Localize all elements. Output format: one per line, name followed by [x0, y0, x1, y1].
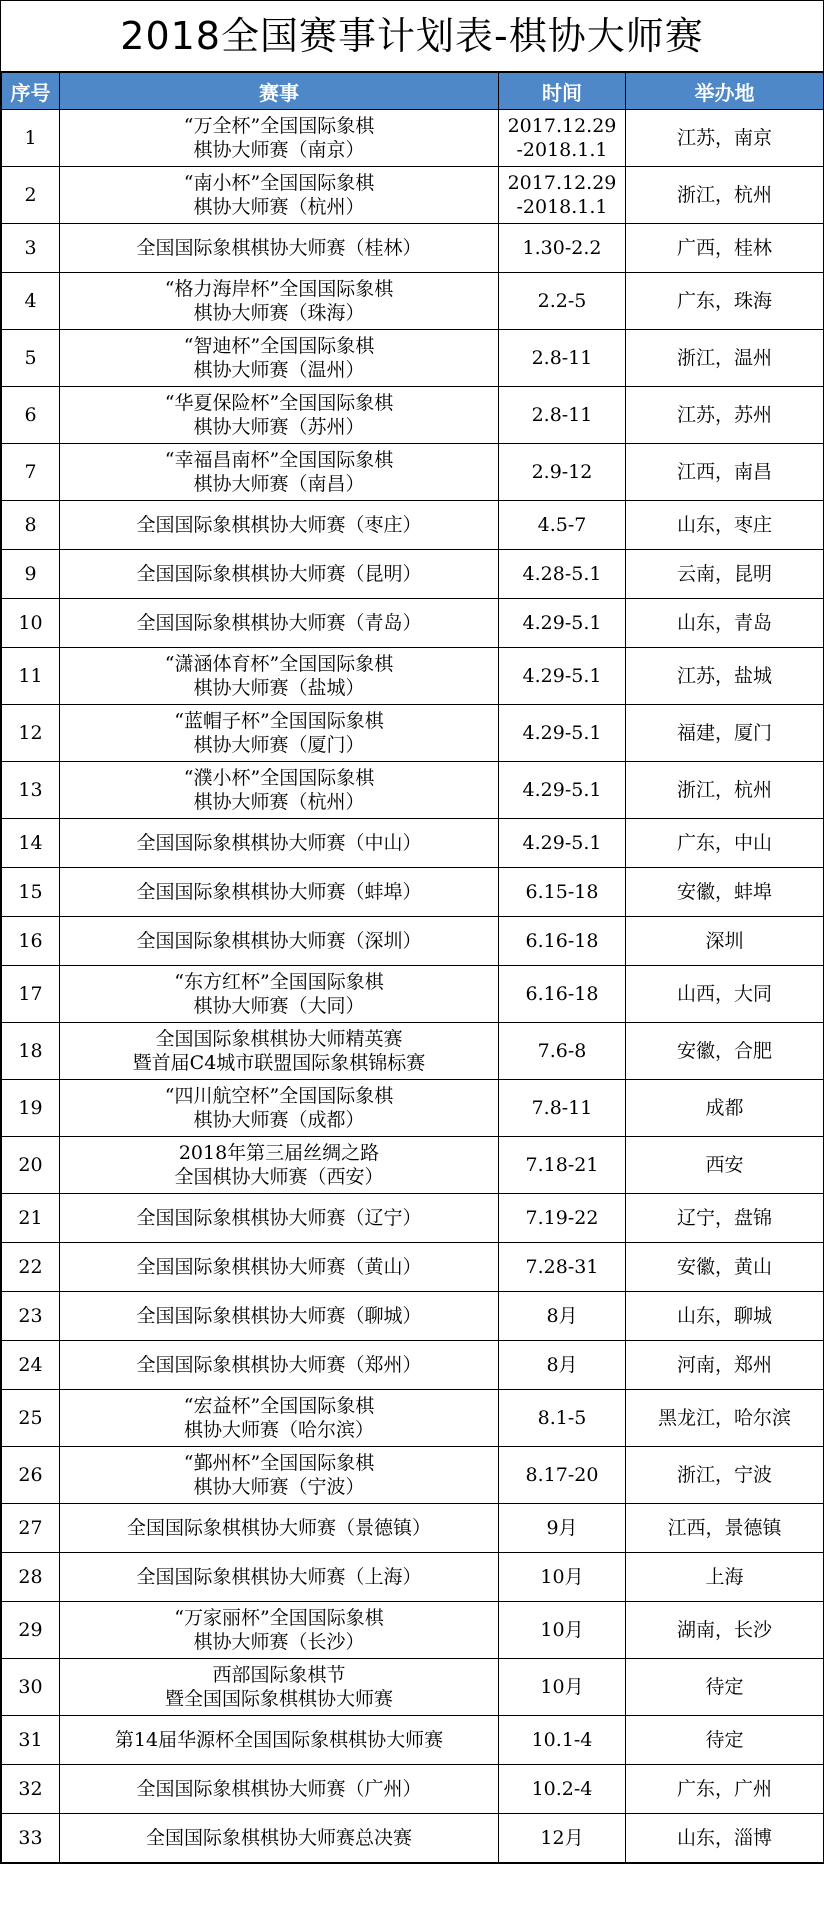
event-date — [499, 868, 626, 917]
table-row — [2, 1137, 824, 1194]
row-number: 33 — [2, 1814, 60, 1863]
event-name-line: 棋协大师赛（杭州） — [193, 791, 365, 813]
event-date — [499, 387, 626, 444]
event-date — [499, 1765, 626, 1814]
row-number: 27 — [2, 1504, 60, 1553]
table-row — [2, 917, 824, 966]
event-name — [60, 330, 499, 387]
row-number: 25 — [2, 1390, 60, 1447]
event-date-line: 2.8-11 — [531, 347, 593, 369]
event-name-line: 棋协大师赛（温州） — [193, 359, 365, 381]
event-name-line: 2018年第三届丝绸之路 — [178, 1142, 380, 1164]
table-row — [2, 762, 824, 819]
event-date — [499, 1137, 626, 1194]
event-name-line: 棋协大师赛（大同） — [193, 995, 365, 1017]
event-name — [60, 1659, 499, 1716]
event-date-line: 4.29-5.1 — [522, 612, 602, 634]
schedule-table — [1, 72, 824, 1863]
event-name — [60, 648, 499, 705]
row-number: 13 — [2, 762, 60, 819]
event-date-line: 9月 — [546, 1517, 578, 1539]
header-event: 赛事 — [60, 73, 499, 110]
row-number: 8 — [2, 501, 60, 550]
event-name — [60, 705, 499, 762]
event-name — [60, 762, 499, 819]
event-place: 浙江，杭州 — [626, 762, 824, 819]
event-name — [60, 1292, 499, 1341]
event-name-line: 全国国际象棋棋协大师赛（桂林） — [136, 237, 422, 259]
table-row — [2, 110, 824, 167]
event-name — [60, 1504, 499, 1553]
table-row — [2, 1447, 824, 1504]
event-date-line: 7.19-22 — [525, 1207, 599, 1229]
event-date — [499, 1243, 626, 1292]
event-name-line: 暨全国国际象棋棋协大师赛 — [164, 1688, 393, 1710]
event-date-line: 8.1-5 — [537, 1407, 587, 1429]
event-date — [499, 1023, 626, 1080]
table-row — [2, 1292, 824, 1341]
header-row — [2, 73, 824, 110]
event-date-line: 1.30-2.2 — [522, 237, 602, 259]
event-date — [499, 1553, 626, 1602]
event-name-line: 全国国际象棋棋协大师赛（景德镇） — [126, 1517, 431, 1539]
event-date — [499, 1716, 626, 1765]
event-place: 山东，聊城 — [626, 1292, 824, 1341]
event-place: 浙江，温州 — [626, 330, 824, 387]
row-number: 16 — [2, 917, 60, 966]
event-date-line: 4.28-5.1 — [522, 563, 602, 585]
row-number: 18 — [2, 1023, 60, 1080]
event-place: 山东，青岛 — [626, 599, 824, 648]
row-number: 24 — [2, 1341, 60, 1390]
event-name-line: “蓝帽子杯”全国国际象棋 — [174, 710, 384, 732]
event-name-line: “格力海岸杯”全国国际象棋 — [164, 278, 394, 300]
event-name-line: 暨首届C4城市联盟国际象棋锦标赛 — [132, 1052, 426, 1074]
table-row — [2, 550, 824, 599]
event-date-line: 10.2-4 — [531, 1778, 593, 1800]
row-number: 2 — [2, 167, 60, 224]
table-row — [2, 224, 824, 273]
event-date — [499, 444, 626, 501]
event-name-line: 全国国际象棋棋协大师赛（黄山） — [136, 1256, 422, 1278]
table-row — [2, 1390, 824, 1447]
event-date-line: 10月 — [540, 1566, 584, 1588]
header-place: 举办地 — [626, 73, 824, 110]
table-row — [2, 966, 824, 1023]
event-name — [60, 1814, 499, 1863]
event-name — [60, 110, 499, 167]
event-place: 山西，大同 — [626, 966, 824, 1023]
table-row — [2, 1023, 824, 1080]
event-date-line: 4.29-5.1 — [522, 665, 602, 687]
event-date — [499, 1447, 626, 1504]
event-name-line: 棋协大师赛（成都） — [193, 1109, 365, 1131]
event-name-line: 全国国际象棋棋协大师精英赛 — [155, 1028, 403, 1050]
row-number: 14 — [2, 819, 60, 868]
event-date-line: 8.17-20 — [525, 1464, 599, 1486]
event-date — [499, 966, 626, 1023]
event-name-line: 棋协大师赛（宁波） — [193, 1476, 365, 1498]
row-number: 9 — [2, 550, 60, 599]
event-date-line: 4.29-5.1 — [522, 722, 602, 744]
table-body — [2, 110, 824, 1863]
event-date — [499, 167, 626, 224]
event-place: 云南，昆明 — [626, 550, 824, 599]
row-number: 4 — [2, 273, 60, 330]
event-place: 江苏，盐城 — [626, 648, 824, 705]
event-name-line: 全国国际象棋棋协大师赛（聊城） — [136, 1305, 422, 1327]
table-row — [2, 1194, 824, 1243]
event-date-line: 10.1-4 — [531, 1729, 593, 1751]
event-name-line: 棋协大师赛（厦门） — [193, 734, 365, 756]
header-number: 序号 — [2, 73, 60, 110]
event-name-line: 全国国际象棋棋协大师赛（枣庄） — [136, 514, 422, 536]
event-name-line: 全国国际象棋棋协大师赛（蚌埠） — [136, 881, 422, 903]
event-name — [60, 1716, 499, 1765]
event-name-line: 全国国际象棋棋协大师赛（上海） — [136, 1566, 422, 1588]
row-number: 32 — [2, 1765, 60, 1814]
event-date-line: 2017.12.29 — [507, 172, 617, 194]
event-date-line: 4.5-7 — [537, 514, 587, 536]
event-place: 江苏，南京 — [626, 110, 824, 167]
event-date — [499, 762, 626, 819]
row-number: 31 — [2, 1716, 60, 1765]
event-date-line: 6.16-18 — [525, 930, 599, 952]
table-row — [2, 1765, 824, 1814]
row-number: 10 — [2, 599, 60, 648]
event-place: 江西，景德镇 — [626, 1504, 824, 1553]
event-name — [60, 273, 499, 330]
page-title: 2018全国赛事计划表-棋协大师赛 — [1, 1, 823, 72]
event-name — [60, 1447, 499, 1504]
table-row — [2, 1341, 824, 1390]
event-date — [499, 110, 626, 167]
event-date — [499, 550, 626, 599]
event-name-line: 棋协大师赛（珠海） — [193, 302, 365, 324]
event-name-line: “濮小杯”全国国际象棋 — [183, 767, 375, 789]
event-name-line: 棋协大师赛（南京） — [193, 139, 365, 161]
event-name-line: “万全杯”全国国际象棋 — [183, 115, 375, 137]
event-date — [499, 1390, 626, 1447]
event-date — [499, 819, 626, 868]
event-name — [60, 966, 499, 1023]
event-place: 浙江，杭州 — [626, 167, 824, 224]
event-date-line: 6.15-18 — [525, 881, 599, 903]
event-name-line: 西部国际象棋节 — [212, 1664, 346, 1686]
event-name — [60, 224, 499, 273]
event-place: 河南，郑州 — [626, 1341, 824, 1390]
table-row — [2, 599, 824, 648]
event-name-line: “四川航空杯”全国国际象棋 — [164, 1085, 394, 1107]
event-place: 安徽，黄山 — [626, 1243, 824, 1292]
table-row — [2, 868, 824, 917]
event-date-line: 10月 — [540, 1676, 584, 1698]
event-date — [499, 1194, 626, 1243]
event-place: 西安 — [626, 1137, 824, 1194]
event-date-line: 8月 — [546, 1305, 578, 1327]
row-number: 26 — [2, 1447, 60, 1504]
event-name-line: “鄞州杯”全国国际象棋 — [183, 1452, 375, 1474]
event-place: 待定 — [626, 1659, 824, 1716]
event-date-line: 12月 — [540, 1827, 584, 1849]
event-name-line: 棋协大师赛（杭州） — [193, 196, 365, 218]
event-name-line: 全国棋协大师赛（西安） — [174, 1166, 384, 1188]
event-name-line: 棋协大师赛（哈尔滨） — [183, 1419, 374, 1441]
event-date-line: 7.8-11 — [531, 1097, 593, 1119]
event-name-line: “万家丽杯”全国国际象棋 — [174, 1607, 384, 1629]
row-number: 17 — [2, 966, 60, 1023]
event-name — [60, 1137, 499, 1194]
event-date — [499, 1659, 626, 1716]
row-number: 7 — [2, 444, 60, 501]
table-row — [2, 819, 824, 868]
row-number: 22 — [2, 1243, 60, 1292]
row-number: 28 — [2, 1553, 60, 1602]
event-place: 湖南，长沙 — [626, 1602, 824, 1659]
event-place: 深圳 — [626, 917, 824, 966]
event-place: 浙江，宁波 — [626, 1447, 824, 1504]
event-name-line: 全国国际象棋棋协大师赛（辽宁） — [136, 1207, 422, 1229]
event-name — [60, 1341, 499, 1390]
event-place: 山东，淄博 — [626, 1814, 824, 1863]
header-date: 时间 — [499, 73, 626, 110]
event-name — [60, 387, 499, 444]
event-date-line: 4.29-5.1 — [522, 779, 602, 801]
event-name — [60, 1080, 499, 1137]
event-name — [60, 1602, 499, 1659]
event-name — [60, 501, 499, 550]
event-name — [60, 819, 499, 868]
event-date — [499, 273, 626, 330]
event-date-line: 7.18-21 — [525, 1154, 599, 1176]
event-date-line: 2017.12.29 — [507, 115, 617, 137]
event-name-line: 棋协大师赛（长沙） — [193, 1631, 365, 1653]
event-place: 广东，中山 — [626, 819, 824, 868]
event-name — [60, 1390, 499, 1447]
row-number: 11 — [2, 648, 60, 705]
table-row — [2, 1602, 824, 1659]
event-date — [499, 1292, 626, 1341]
event-date — [499, 330, 626, 387]
event-date — [499, 1814, 626, 1863]
event-date — [499, 705, 626, 762]
event-place: 山东，枣庄 — [626, 501, 824, 550]
event-name-line: 全国国际象棋棋协大师赛（中山） — [136, 832, 422, 854]
table-row — [2, 444, 824, 501]
table-row — [2, 387, 824, 444]
event-name-line: “潇涵体育杯”全国国际象棋 — [164, 653, 394, 675]
row-number: 23 — [2, 1292, 60, 1341]
event-name-line: “幸福昌南杯”全国国际象棋 — [164, 449, 394, 471]
event-name-line: 棋协大师赛（苏州） — [193, 416, 365, 438]
row-number: 1 — [2, 110, 60, 167]
event-name — [60, 1194, 499, 1243]
row-number: 3 — [2, 224, 60, 273]
row-number: 21 — [2, 1194, 60, 1243]
event-date-line: 2.8-11 — [531, 404, 593, 426]
row-number: 19 — [2, 1080, 60, 1137]
row-number: 5 — [2, 330, 60, 387]
event-name — [60, 444, 499, 501]
event-place: 辽宁，盘锦 — [626, 1194, 824, 1243]
event-place: 上海 — [626, 1553, 824, 1602]
table-row — [2, 501, 824, 550]
event-place: 福建，厦门 — [626, 705, 824, 762]
row-number: 29 — [2, 1602, 60, 1659]
event-date-line: 6.16-18 — [525, 983, 599, 1005]
event-name-line: “智迪杯”全国国际象棋 — [183, 335, 375, 357]
event-place: 待定 — [626, 1716, 824, 1765]
event-name — [60, 550, 499, 599]
event-name-line: 第14届华源杯全国国际象棋棋协大师赛 — [114, 1729, 444, 1751]
event-date — [499, 599, 626, 648]
event-name — [60, 1765, 499, 1814]
event-name — [60, 868, 499, 917]
event-date — [499, 1080, 626, 1137]
row-number: 12 — [2, 705, 60, 762]
event-name-line: 全国国际象棋棋协大师赛（青岛） — [136, 612, 422, 634]
event-name — [60, 1023, 499, 1080]
table-row — [2, 648, 824, 705]
event-name-line: “宏益杯”全国国际象棋 — [183, 1395, 375, 1417]
event-place: 成都 — [626, 1080, 824, 1137]
event-name — [60, 599, 499, 648]
event-place: 安徽，蚌埠 — [626, 868, 824, 917]
row-number: 20 — [2, 1137, 60, 1194]
event-date-line: -2018.1.1 — [516, 196, 608, 218]
event-name-line: 全国国际象棋棋协大师赛总决赛 — [145, 1827, 412, 1849]
event-date-line: -2018.1.1 — [516, 139, 608, 161]
event-date-line: 2.9-12 — [531, 461, 593, 483]
event-place: 江西，南昌 — [626, 444, 824, 501]
event-name-line: “东方红杯”全国国际象棋 — [174, 971, 384, 993]
event-date — [499, 648, 626, 705]
event-name — [60, 1243, 499, 1292]
event-date-line: 8月 — [546, 1354, 578, 1376]
event-date-line: 10月 — [540, 1619, 584, 1641]
event-name-line: 全国国际象棋棋协大师赛（昆明） — [136, 563, 422, 585]
row-number: 30 — [2, 1659, 60, 1716]
event-place: 广西，桂林 — [626, 224, 824, 273]
event-date — [499, 501, 626, 550]
table-row — [2, 1716, 824, 1765]
event-place: 安徽，合肥 — [626, 1023, 824, 1080]
table-row — [2, 1553, 824, 1602]
table-row — [2, 705, 824, 762]
event-place: 广东，珠海 — [626, 273, 824, 330]
event-name-line: 棋协大师赛（盐城） — [193, 677, 365, 699]
table-row — [2, 330, 824, 387]
event-name-line: “南小杯”全国国际象棋 — [183, 172, 375, 194]
event-name — [60, 917, 499, 966]
event-place: 黑龙江，哈尔滨 — [626, 1390, 824, 1447]
event-place: 江苏，苏州 — [626, 387, 824, 444]
event-name — [60, 1553, 499, 1602]
event-date-line: 2.2-5 — [537, 290, 587, 312]
table-row — [2, 1504, 824, 1553]
table-row — [2, 273, 824, 330]
table-row — [2, 1080, 824, 1137]
event-date — [499, 1341, 626, 1390]
event-date — [499, 1602, 626, 1659]
table-row — [2, 1814, 824, 1863]
event-place: 广东，广州 — [626, 1765, 824, 1814]
event-date — [499, 1504, 626, 1553]
table-row — [2, 1659, 824, 1716]
table-row — [2, 167, 824, 224]
table-row — [2, 1243, 824, 1292]
event-date-line: 4.29-5.1 — [522, 832, 602, 854]
event-date — [499, 224, 626, 273]
event-date-line: 7.6-8 — [537, 1040, 587, 1062]
event-date-line: 7.28-31 — [525, 1256, 599, 1278]
row-number: 6 — [2, 387, 60, 444]
event-name-line: 全国国际象棋棋协大师赛（深圳） — [136, 930, 422, 952]
event-name-line: 全国国际象棋棋协大师赛（郑州） — [136, 1354, 422, 1376]
event-name — [60, 167, 499, 224]
event-name-line: “华夏保险杯”全国国际象棋 — [164, 392, 394, 414]
event-date — [499, 917, 626, 966]
event-name-line: 全国国际象棋棋协大师赛（广州） — [136, 1778, 422, 1800]
event-name-line: 棋协大师赛（南昌） — [193, 473, 365, 495]
row-number: 15 — [2, 868, 60, 917]
